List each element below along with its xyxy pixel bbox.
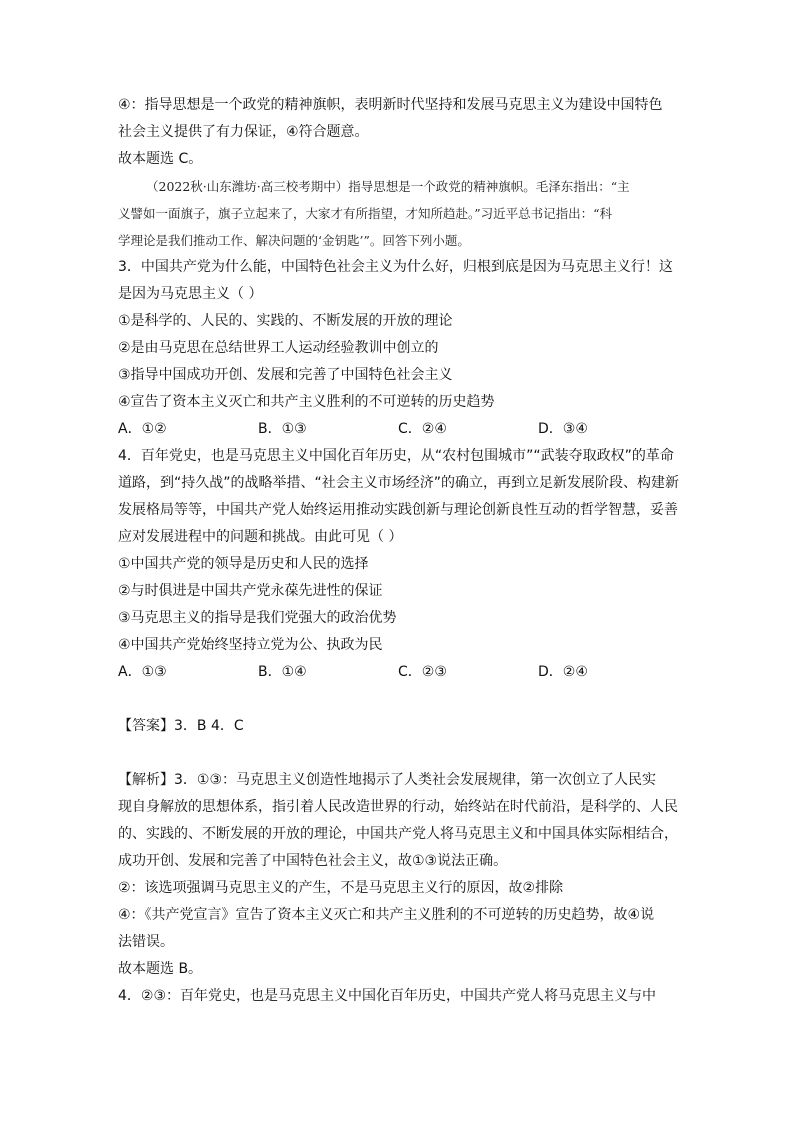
previous-analysis	[118, 92, 678, 173]
analysis-line: ②：该选项强调马克思主义的产生，不是马克思主义行的原因，故②排除	[118, 880, 564, 896]
analysis-line: 故本题选 B。	[118, 961, 203, 977]
question-intro	[118, 173, 678, 254]
question-stem: 发展格局等等，中国共产党人始终运用推动实践创新与理论创新良性互动的哲学智慧，妥善	[118, 502, 678, 518]
question-stem: 道路，到“持久战”的战略举措、“社会主义市场经济”的确立，再到立足新发展阶段、构建新	[118, 475, 680, 491]
intro-line: 学理论是我们推动工作、解决问题的‘金钥匙’”。回答下列小题。	[118, 233, 470, 248]
analysis-section	[118, 767, 678, 1010]
option-d: D．②④	[538, 664, 588, 680]
statement-item: ②是由马克思在总结世界工人运动经验教训中创立的	[118, 340, 439, 356]
option-b: B．①④	[258, 664, 307, 680]
statement-item: ③马克思主义的指导是我们党强大的政治优势	[118, 610, 397, 626]
text-line: 故本题选 C。	[118, 151, 203, 167]
question-stem: 应对发展进程中的问题和挑战。由此可见（ ）	[118, 529, 403, 545]
text-line: ④：指导思想是一个政党的精神旗帜，表明新时代坚持和发展马克思主义为建设中国特色	[118, 97, 663, 113]
statement-item: ④中国共产党始终坚持立党为公、执政为民	[118, 637, 383, 653]
question-3	[118, 254, 678, 443]
option-a: A．①③	[118, 664, 167, 680]
question-stem: 是因为马克思主义（ ）	[118, 286, 263, 302]
option-c: C．②④	[398, 421, 447, 437]
answer-options	[118, 416, 678, 443]
spacer	[118, 740, 678, 767]
statement-item: ③指导中国成功开创、发展和完善了中国特色社会主义	[118, 367, 453, 383]
analysis-line: 法错误。	[118, 934, 174, 950]
option-d: D．③④	[538, 421, 588, 437]
statement-item: ②与时俱进是中国共产党永葆先进性的保证	[118, 583, 383, 599]
statement-item: ①中国共产党的领导是历史和人民的选择	[118, 556, 369, 572]
document-page	[118, 92, 678, 1010]
option-b: B．①③	[258, 421, 307, 437]
question-4	[118, 443, 678, 686]
analysis-line: 【解析】3．①③：马克思主义创造性地揭示了人类社会发展规律，第一次创立了人民实	[118, 772, 657, 788]
spacer	[118, 686, 678, 713]
analysis-line: ④：《共产党宣言》宣告了资本主义灭亡和共产主义胜利的不可逆转的历史趋势，故④说	[118, 907, 655, 923]
option-c: C．②③	[398, 664, 447, 680]
answer-line: 【答案】3．B 4．C	[118, 718, 244, 734]
question-stem: 3．中国共产党为什么能，中国特色社会主义为什么好，归根到底是因为马克思主义行！这	[118, 259, 673, 275]
analysis-line: 的、实践的、不断发展的开放的理论，中国共产党人将马克思主义和中国具体实际相结合，	[118, 826, 678, 842]
question-stem: 4．百年党史，也是马克思主义中国化百年历史，从“农村包围城市”“武装夺取政权”的革命	[118, 448, 674, 464]
intro-line: （2022秋·山东潍坊·高三校考期中）指导思想是一个政党的精神旗帜。毛泽东指出：“主	[146, 179, 630, 194]
analysis-line: 4．②③：百年党史，也是马克思主义中国化百年历史，中国共产党人将马克思主义与中	[118, 988, 657, 1004]
answer-options	[118, 659, 678, 686]
statement-item: ①是科学的、人民的、实践的、不断发展的开放的理论	[118, 313, 453, 329]
option-a: A．①②	[118, 421, 167, 437]
analysis-line: 成功开创、发展和完善了中国特色社会主义，故①③说法正确。	[118, 853, 508, 869]
text-line: 社会主义提供了有力保证，④符合题意。	[118, 124, 369, 140]
intro-line: 义譬如一面旗子，旗子立起来了，大家才有所指望，才知所趋赴。”习近平总书记指出：“科	[118, 206, 613, 221]
analysis-line: 现自身解放的思想体系，指引着人民改造世界的行动，始终站在时代前沿，是科学的、人民	[118, 799, 678, 815]
statement-item: ④宣告了资本主义灭亡和共产主义胜利的不可逆转的历史趋势	[118, 394, 495, 410]
